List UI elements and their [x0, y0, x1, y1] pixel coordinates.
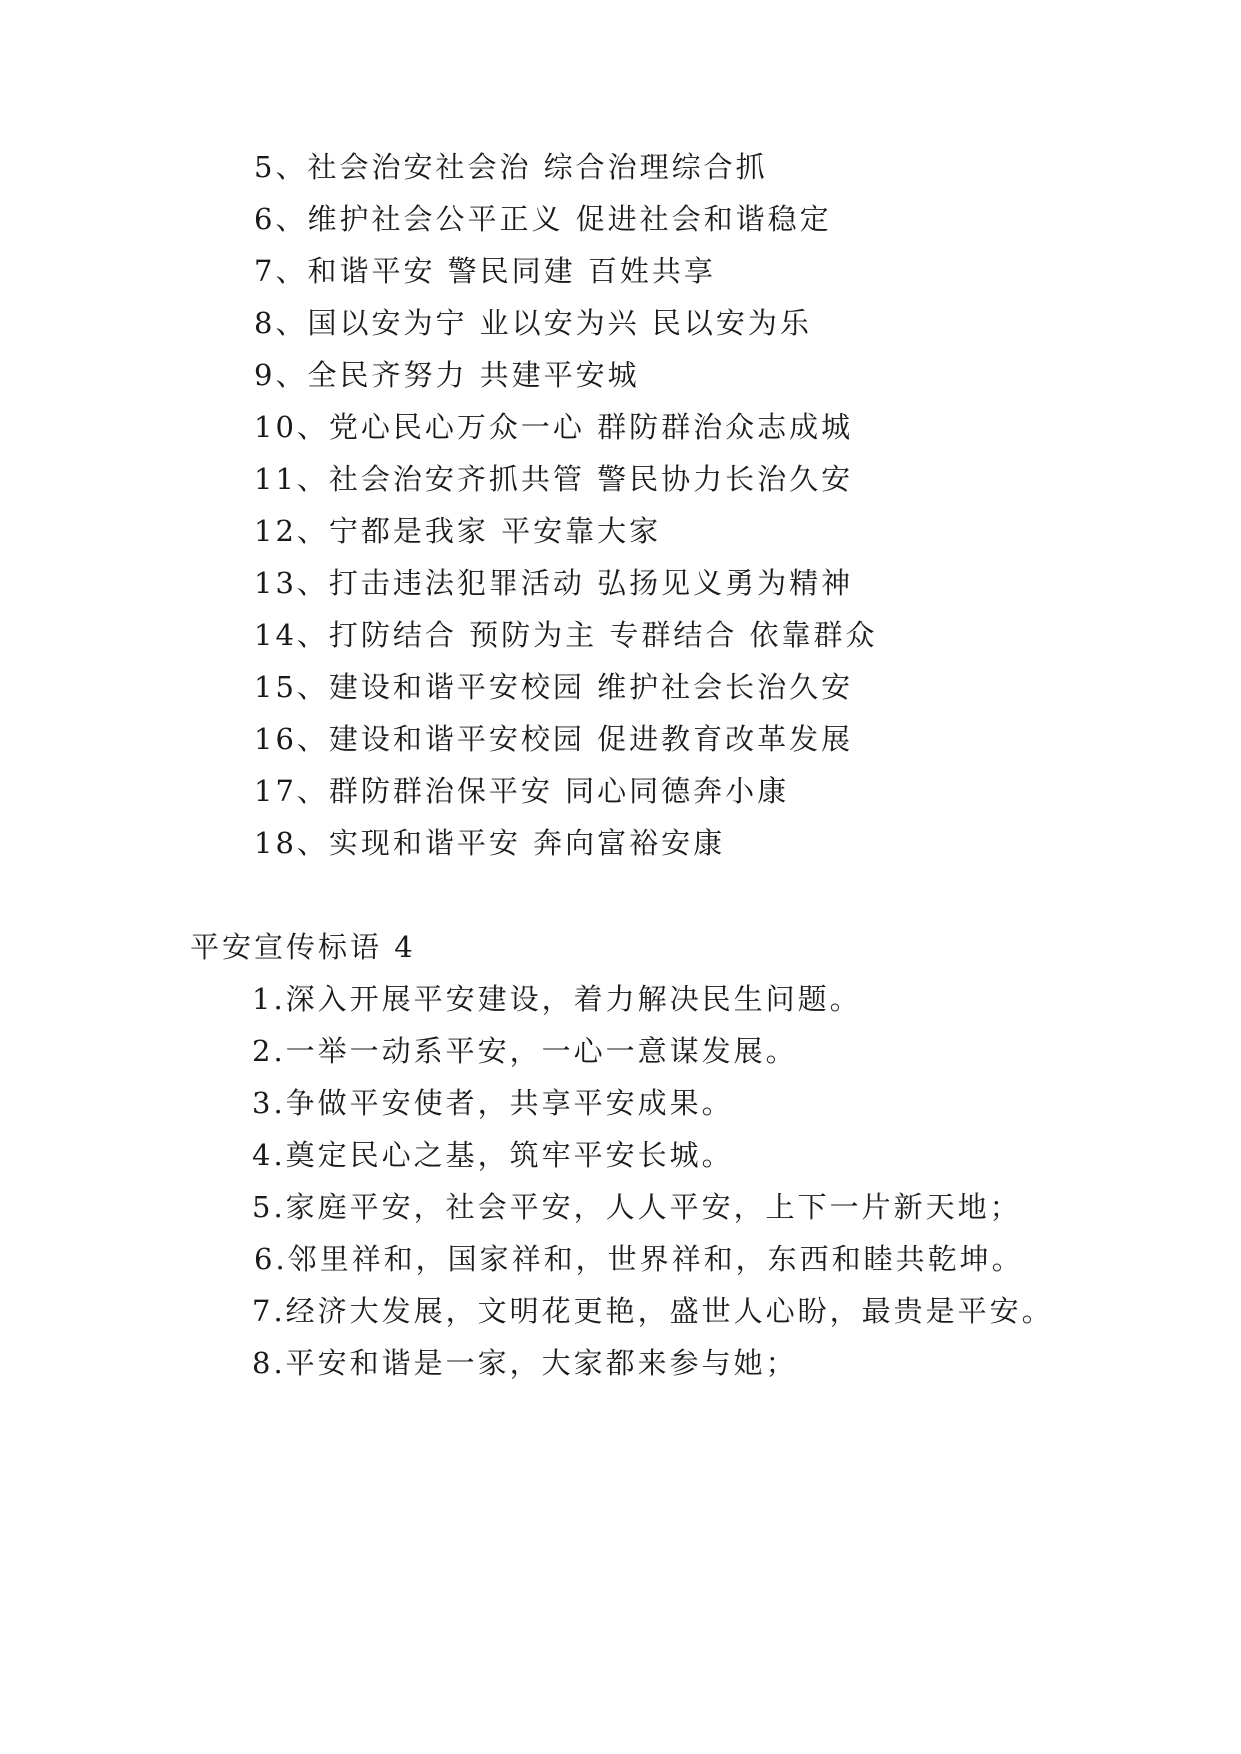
slogan-b-line-3: 3.争做平安使者，共享平安成果。 — [252, 1086, 734, 1120]
slogan-line-14: 14、打防结合 预防为主 专群结合 依靠群众 — [254, 618, 878, 652]
slogan-line-12: 12、宁都是我家 平安靠大家 — [254, 514, 662, 548]
slogan-b-line-2: 2.一举一动系平安，一心一意谋发展。 — [252, 1034, 798, 1068]
slogan-b-line-6: 6.邻里祥和，国家祥和，世界祥和，东西和睦共乾坤。 — [254, 1242, 1024, 1276]
slogan-line-6: 6、维护社会公平正义 促进社会和谐稳定 — [254, 202, 832, 236]
slogan-line-11: 11、社会治安齐抓共管 警民协力长治久安 — [254, 462, 854, 496]
slogan-line-18: 18、实现和谐平安 奔向富裕安康 — [254, 826, 726, 860]
slogan-line-8: 8、国以安为宁 业以安为兴 民以安为乐 — [254, 306, 812, 340]
slogan-b-line-8: 8.平安和谐是一家，大家都来参与她； — [252, 1346, 798, 1380]
slogan-line-10: 10、党心民心万众一心 群防群治众志成城 — [254, 410, 854, 444]
slogan-line-15: 15、建设和谐平安校园 维护社会长治久安 — [254, 670, 854, 704]
slogan-line-13: 13、打击违法犯罪活动 弘扬见义勇为精神 — [254, 566, 854, 600]
slogan-line-16: 16、建设和谐平安校园 促进教育改革发展 — [254, 722, 854, 756]
section-heading: 平安宣传标语 4 — [190, 930, 416, 964]
slogan-b-line-4: 4.奠定民心之基，筑牢平安长城。 — [252, 1138, 734, 1172]
slogan-b-line-1: 1.深入开展平安建设，着力解决民生问题。 — [252, 982, 862, 1016]
slogan-b-line-5: 5.家庭平安，社会平安，人人平安，上下一片新天地； — [252, 1190, 1022, 1224]
slogan-b-line-7: 7.经济大发展，文明花更艳，盛世人心盼，最贵是平安。 — [252, 1294, 1054, 1328]
slogan-line-7: 7、和谐平安 警民同建 百姓共享 — [254, 254, 716, 288]
slogan-line-5: 5、社会治安社会治 综合治理综合抓 — [254, 150, 768, 184]
slogan-line-9: 9、全民齐努力 共建平安城 — [254, 358, 640, 392]
slogan-line-17: 17、群防群治保平安 同心同德奔小康 — [254, 774, 790, 808]
